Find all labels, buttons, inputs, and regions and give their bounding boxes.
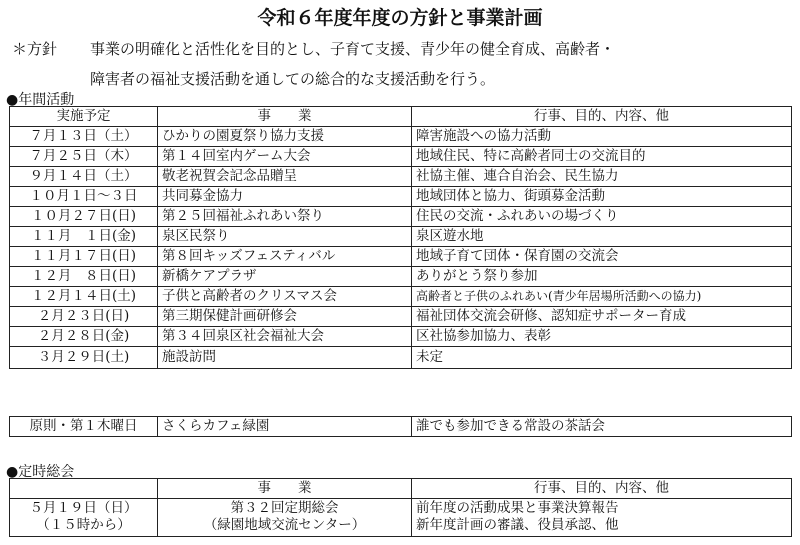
cell-event: ひかりの園夏祭り協力支援 (158, 127, 412, 147)
meeting-time: （１５時から） (36, 517, 131, 533)
cell-detail: 未定 (412, 347, 792, 369)
table-row (10, 247, 792, 267)
cell-detail: 泉区遊水地 (412, 227, 792, 247)
cell-event: 子供と高齢者のクリスマス会 (158, 287, 412, 307)
cell-date: ３月２９日(土) (10, 347, 158, 369)
cell-event: 共同募金協力 (158, 187, 412, 207)
annual-activities-heading: ●年間活動 (6, 92, 75, 108)
general-meeting-heading: ●定時総会 (6, 464, 75, 480)
cell-event: 第３４回泉区社会福祉大会 (158, 327, 412, 347)
cell-detail: 地域団体と協力、街頭募金活動 (412, 187, 792, 207)
col-header-schedule (10, 479, 158, 499)
cell-detail: 地域住民、特に高齢者同士の交流目的 (412, 147, 792, 167)
table-row (10, 307, 792, 327)
cell-event: 第８回キッズフェスティバル (158, 247, 412, 267)
col-header-event: 事 業 (158, 107, 412, 127)
cell-date: １２月 ８日(日) (10, 267, 158, 287)
cell-date: １０月１日～３日 (10, 187, 158, 207)
table-row (10, 187, 792, 207)
table-row (10, 347, 792, 369)
col-header-details: 行事、目的、内容、他 (412, 479, 792, 499)
policy-label: ＊方針 (12, 40, 58, 58)
cell-date: １１月１７日(日) (10, 247, 158, 267)
table-row (10, 147, 792, 167)
table-row (10, 287, 792, 307)
cell-detail: 福祉団体交流会研修、認知症サポーター育成 (412, 307, 792, 327)
cell-date: ２月２３日(日) (10, 307, 158, 327)
cell-detail: ありがとう祭り参加 (412, 267, 792, 287)
table-row (10, 499, 792, 537)
cell-date: ７月１３日（土） (10, 127, 158, 147)
cell-event: 泉区民祭り (158, 227, 412, 247)
cell-date (10, 499, 158, 537)
meeting-date: ５月１９日（日） (29, 500, 138, 516)
cell-date: 原則・第１木曜日 (10, 417, 158, 437)
cell-event: 施設訪問 (158, 347, 412, 369)
cell-detail: 区社協参加協力、表彰 (412, 327, 792, 347)
cell-date: １０月２７日(日) (10, 207, 158, 227)
cell-detail: 高齢者と子供のふれあい(青少年居場所活動への協力) (412, 287, 792, 307)
page-title: 令和６年度年度の方針と事業計画 (257, 7, 543, 29)
cell-detail: 障害施設への協力活動 (412, 127, 792, 147)
policy-text-line1: 事業の明確化と活性化を目的とし、子育て支援、青少年の健全育成、高齢者・ (90, 40, 616, 58)
table-row (10, 207, 792, 227)
cell-detail: 誰でも参加できる常設の茶話会 (412, 417, 792, 437)
table-row (10, 227, 792, 247)
table-header-row (10, 107, 792, 127)
cell-detail: 地域子育て団体・保育園の交流会 (412, 247, 792, 267)
cell-event: 第１４回室内ゲーム大会 (158, 147, 412, 167)
cell-event (158, 499, 412, 537)
table-row (10, 267, 792, 287)
col-header-event: 事 業 (158, 479, 412, 499)
policy-text-line2: 障害者の福祉支援活動を通しての総合的な支援活動を行う。 (90, 70, 496, 88)
table-row (10, 167, 792, 187)
meeting-detail-line1: 前年度の活動成果と事業決算報告 (416, 500, 619, 516)
cell-date: １２月１４日(土) (10, 287, 158, 307)
cell-detail (412, 499, 792, 537)
cafe-table (9, 416, 792, 437)
cell-event: 第三期保健計画研修会 (158, 307, 412, 327)
annual-activities-table (9, 106, 792, 369)
cell-date: ２月２８日(金) (10, 327, 158, 347)
cell-detail: 社協主催、連合自治会、民生協力 (412, 167, 792, 187)
col-header-details: 行事、目的、内容、他 (412, 107, 792, 127)
table-row (10, 327, 792, 347)
cell-event: さくらカフェ緑園 (158, 417, 412, 437)
cell-event: 新橋ケアプラザ (158, 267, 412, 287)
table-row (10, 417, 792, 437)
general-meeting-table (9, 478, 792, 537)
col-header-schedule: 実施予定 (10, 107, 158, 127)
cell-detail: 住民の交流・ふれあいの場づくり (412, 207, 792, 227)
meeting-venue: （緑園地域交流センター） (203, 517, 366, 533)
cell-date: ９月１４日（土） (10, 167, 158, 187)
cell-date: ７月２５日（木） (10, 147, 158, 167)
cell-event: 敬老祝賀会記念品贈呈 (158, 167, 412, 187)
meeting-name: 第３２回定期総会 (230, 500, 339, 516)
meeting-detail-line2: 新年度計画の審議、役員承認、他 (416, 517, 619, 533)
table-header-row (10, 479, 792, 499)
cell-event: 第２５回福祉ふれあい祭り (158, 207, 412, 227)
cell-date: １１月 １日(金) (10, 227, 158, 247)
table-row (10, 127, 792, 147)
